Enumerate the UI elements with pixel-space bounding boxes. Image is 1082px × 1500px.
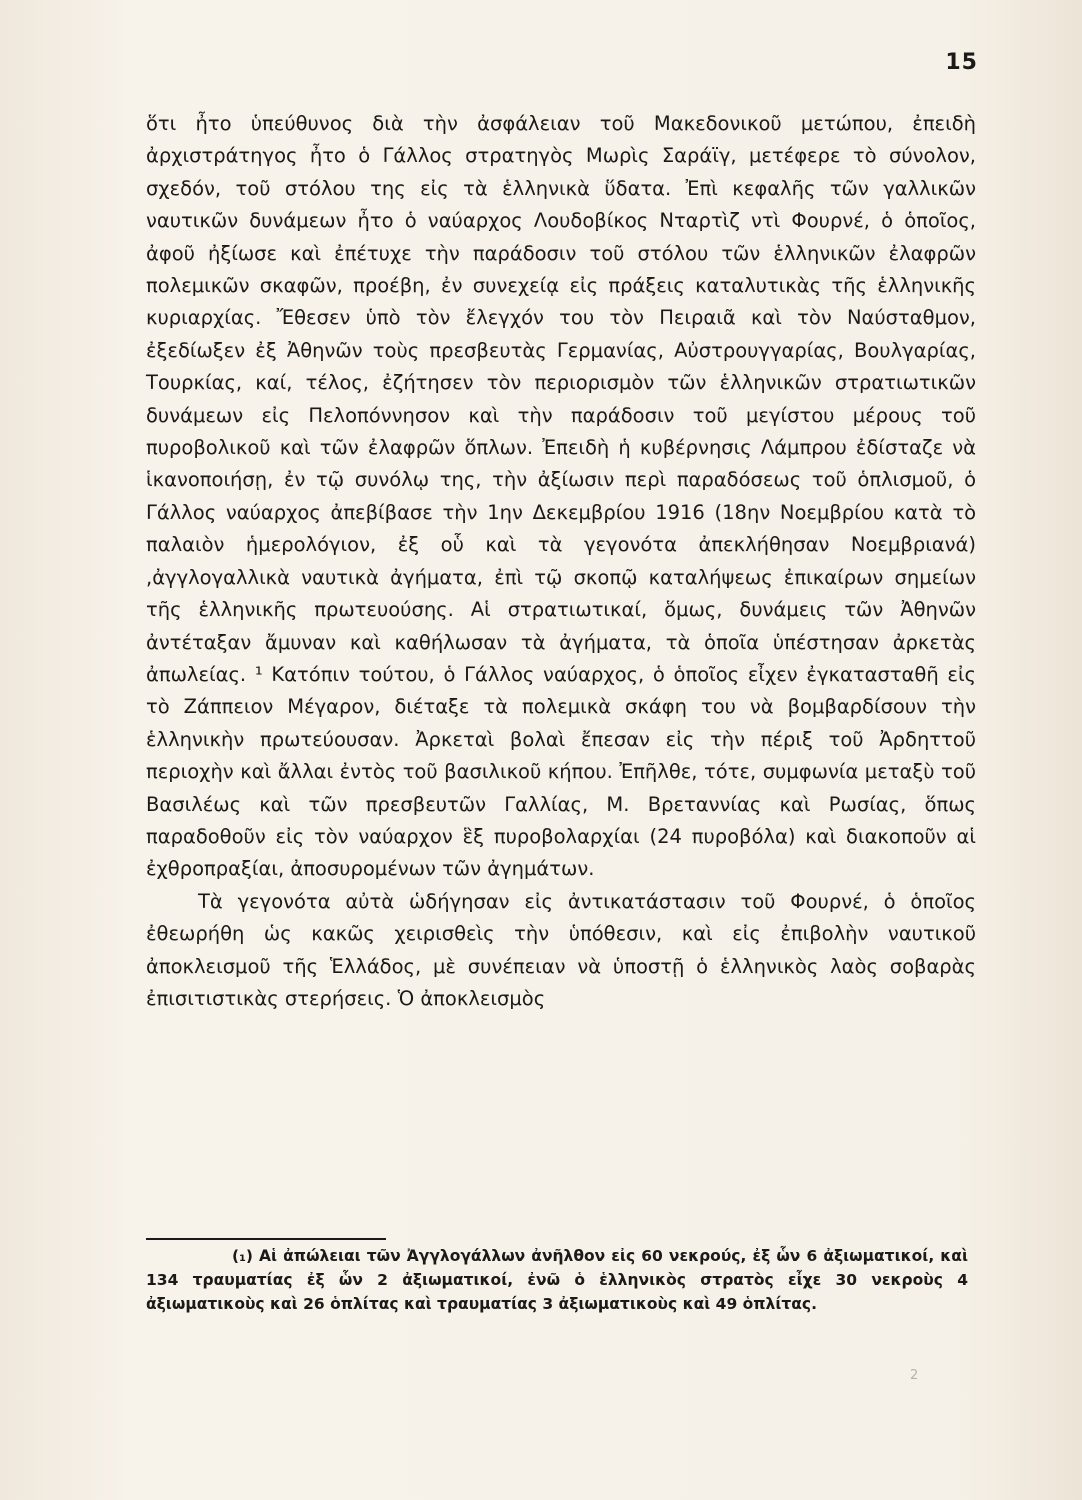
paragraph-2: Τὰ γεγονότα αὐτὰ ὡδήγησαν εἰς ἀντικατάστασιν τοῦ Φουρνέ, ὁ ὁποῖος ἐθεωρήθη ὡς κακῶς χειρισθεὶς τὴν ὑπόθεσιν, καὶ εἰς ἐπιβολὴν ναυτικοῦ ἀποκλεισμοῦ τῆς Ἑλλάδος, μὲ συνέπειαν νὰ ὑποστῇ ὁ ἑλληνικὸς λαὸς σοβαρὰς ἐπισιτιστικὰς στερήσεις. Ὁ ἀποκλεισμὸς: [146, 889, 976, 1010]
main-text: [146, 108, 976, 1015]
paragraph-1: ὅτι ἦτο ὑπεύθυνος διὰ τὴν ἀσφάλειαν τοῦ Μακεδονικοῦ μετώπου, ἐπειδὴ ἀρχιστράτηγος ἦτο ὁ Γάλλος στρατηγὸς Μωρὶς Σαράϊγ, μετέφερε τὸ σύνολον, σχεδόν, τοῦ στόλου της εἰς τὰ ἑλληνικὰ ὕδατα. Ἐπὶ κεφαλῆς τῶν γαλλικῶν ναυτικῶν δυνάμεων ἦτο ὁ ναύαρχος Λουδοβίκος Νταρτὶζ ντὶ Φουρνέ, ὁ ὁποῖος, ἀφοῦ ἠξίωσε καὶ ἐπέτυχε τὴν παράδοσιν τοῦ στόλου τῶν ἑλληνικῶν ἐλαφρῶν πολεμικῶν σκαφῶν, προέβη, ἐν συνεχείᾳ εἰς πράξεις καταλυτικὰς τῆς ἑλληνικῆς κυριαρχίας. Ἔθεσεν ὑπὸ τὸν ἔλεγχόν του τὸν Πειραιᾶ καὶ τὸν Ναύσταθμον, ἐξεδίωξεν ἐξ Ἀθηνῶν τοὺς πρεσβευτὰς Γερμανίας, Αὐστρουγγαρίας, Βουλγαρίας, Τουρκίας, καί, τέλος, ἐζήτησεν τὸν περιορισμὸν τῶν ἑλληνικῶν στρατιωτικῶν δυνάμεων εἰς Πελοπόννησον καὶ τὴν παράδοσιν τοῦ μεγίστου μέρους τοῦ πυροβολικοῦ καὶ τῶν ἐλαφρῶν ὅπλων. Ἐπειδὴ ἡ κυβέρνησις Λάμπρου ἐδίσταζε νὰ ἱκανοποιήσῃ, ἐν τῷ συνόλῳ της, τὴν ἀξίωσιν περὶ παραδόσεως τοῦ ὁπλισμοῦ, ὁ Γάλλος ναύαρχος ἀπεβίβασε τὴν 1ην Δεκεμβρίου 1916 (18ην Νοεμβρίου κατὰ τὸ παλαιὸν ἡμερολόγιον, ἐξ οὗ καὶ τὰ γεγονότα ἀπεκλήθησαν Νοεμβριανά) ,ἀγγλογαλλικὰ ναυτικὰ ἀγήματα, ἐπὶ τῷ σκοπῷ καταλήψεως ἐπικαίρων σημείων τῆς ἑλληνικῆς πρωτευούσης. Αἱ στρατιωτικαί, ὅμως, δυνάμεις τῶν Ἀθηνῶν ἀντέταξαν ἄμυναν καὶ καθήλωσαν τὰ ἀγήματα, τὰ ὁποῖα ὑπέστησαν ἀρκετὰς ἀπωλείας. ¹ Κατόπιν τούτου, ὁ Γάλλος ναύαρχος, ὁ ὁποῖος εἶχεν ἐγκατασταθῆ εἰς τὸ Ζάππειον Μέγαρον, διέταξε τὰ πολεμικὰ σκάφη του νὰ βομβαρδίσουν τὴν ἑλληνικὴν πρωτεύουσαν. Ἀρκεταὶ βολαὶ ἔπεσαν εἰς τὴν πέριξ τοῦ Ἀρδηττοῦ περιοχὴν καὶ ἄλλαι ἐντὸς τοῦ βασιλικοῦ κήπου. Ἐπῆλθε, τότε, συμφωνία μεταξὺ τοῦ Βασιλέως καὶ τῶν πρεσβευτῶν Γαλλίας, Μ. Βρεταννίας καὶ Ρωσίας, ὅπως παραδοθοῦν εἰς τὸν ναύαρχον ἓξ πυροβολαρχίαι (24 πυροβόλα) καὶ διακοποῦν αἱ ἐχθροπραξίαι, ἀποσυρομένων τῶν ἀγημάτων.: [146, 112, 976, 881]
footnote-divider: [146, 1238, 386, 1240]
bleed-through-mark: 2: [910, 1368, 919, 1383]
footnote: (₁) Αἱ ἀπώλειαι τῶν Ἀγγλογάλλων ἀνῆλθον εἰς 60 νεκρούς, ἐξ ὧν 6 ἀξιωματικοί, καὶ 134 τραυματίας ἐξ ὧν 2 ἀξιωματικοί, ἐνῶ ὁ ἑλληνικὸς στρατὸς εἶχε 30 νεκροὺς 4 ἀξιωματικοὺς καὶ 26 ὁπλίτας καὶ τραυματίας 3 ἀξιωματικοὺς καὶ 49 ὁπλίτας.: [146, 1247, 968, 1313]
page-number: 15: [945, 50, 978, 75]
